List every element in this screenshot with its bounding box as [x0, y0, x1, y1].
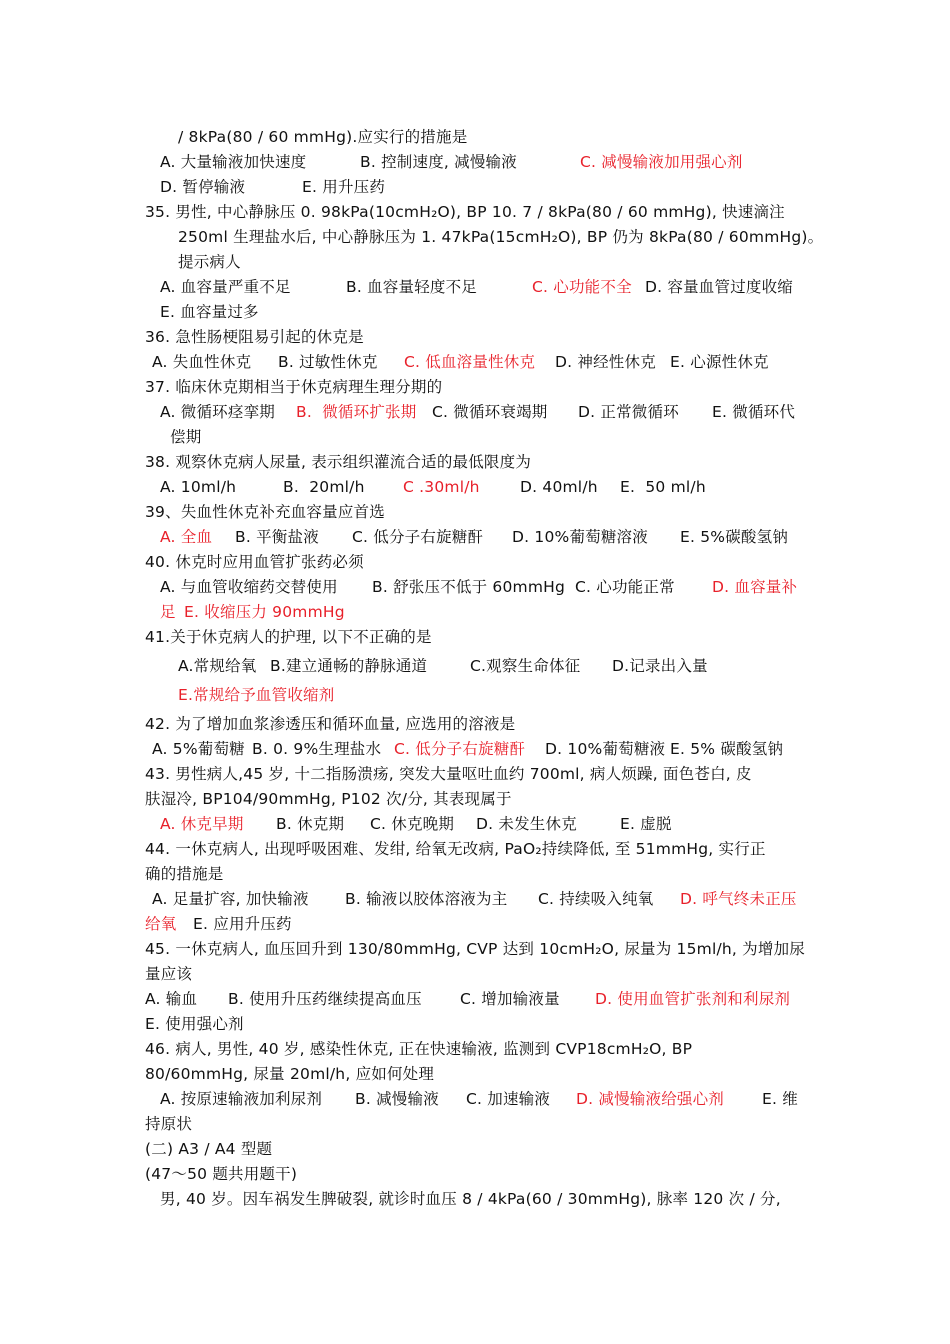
q45-stem-line2: 量应该 — [145, 965, 193, 983]
q44-option-d-wrap: 给氧 — [145, 915, 177, 933]
q42-option-d: D. 10%葡萄糖液 — [545, 740, 666, 758]
q41-option-e-answer: E.常规给予血管收缩剂 — [178, 686, 335, 704]
q37-option-c: C. 微循环衰竭期 — [432, 403, 548, 421]
q42-option-c-answer: C. 低分子右旋糖酐 — [394, 740, 526, 758]
q34-stem-tail: / 8kPa(80 / 60 mmHg).应实行的措施是 — [178, 128, 468, 146]
q37-option-a: A. 微循环痉挛期 — [160, 403, 275, 421]
q46-option-a: A. 按原速输液加利尿剂 — [160, 1090, 323, 1108]
q39-option-c: C. 低分子右旋糖酐 — [352, 528, 484, 546]
q46-option-c: C. 加速输液 — [466, 1090, 551, 1108]
q45-option-b: B. 使用升压药继续提高血压 — [228, 990, 422, 1008]
q41-stem: 41.关于休克病人的护理, 以下不正确的是 — [145, 628, 432, 646]
q38-stem: 38. 观察休克病人尿量, 表示组织灌流合适的最低限度为 — [145, 453, 532, 471]
q46-stem-line2: 80/60mmHg, 尿量 20ml/h, 应如何处理 — [145, 1065, 435, 1083]
q40-option-c: C. 心功能正常 — [575, 578, 675, 596]
q45-option-e: E. 使用强心剂 — [145, 1015, 244, 1033]
q40-option-b: B. 舒张压不低于 60mmHg — [372, 578, 566, 596]
q39-option-d: D. 10%葡萄糖溶液 — [512, 528, 648, 546]
q45-option-c: C. 增加输液量 — [460, 990, 560, 1008]
q44-option-c: C. 持续吸入纯氧 — [538, 890, 654, 908]
q36-option-d: D. 神经性休克 — [555, 353, 656, 371]
q36-option-b: B. 过敏性休克 — [278, 353, 378, 371]
q37-option-d: D. 正常微循环 — [578, 403, 679, 421]
q41-option-c: C.观察生命体征 — [470, 657, 581, 675]
q38-option-b: B. 20ml/h — [283, 478, 365, 496]
q38-option-e: E. 50 ml/h — [620, 478, 706, 496]
q45-option-d-answer: D. 使用血管扩张剂和利尿剂 — [595, 990, 791, 1008]
q43-stem-line1: 43. 男性病人,45 岁, 十二指肠溃疡, 突发大量呕吐血约 700ml, 病人烦躁, 面色苍白, 皮 — [145, 765, 752, 783]
q41-option-d: D.记录出入量 — [612, 657, 708, 675]
q41-option-a: A.常规给氧 — [178, 657, 257, 675]
q37-option-e: E. 微循环代 — [712, 403, 796, 421]
q34-option-a: A. 大量输液加快速度 — [160, 153, 307, 171]
q35-option-d: D. 容量血管过度收缩 — [645, 278, 793, 296]
q44-option-d-answer: D. 呼气终未正压 — [680, 890, 797, 908]
q37-stem: 37. 临床休克期相当于休克病理生理分期的 — [145, 378, 443, 396]
q37-option-e-wrap: 偿期 — [170, 428, 202, 446]
q42-option-b: B. 0. 9%生理盐水 — [252, 740, 382, 758]
q46-option-d-answer: D. 减慢输液给强心剂 — [576, 1090, 724, 1108]
q43-option-b: B. 休克期 — [276, 815, 345, 833]
q42-option-e: E. 5% 碳酸氢钠 — [670, 740, 784, 758]
q46-option-b: B. 减慢输液 — [355, 1090, 439, 1108]
q35-option-a: A. 血容量严重不足 — [160, 278, 291, 296]
q39-stem: 39、失血性休克补充血容量应首选 — [145, 503, 385, 521]
q40-option-d-wrap: 足 — [160, 603, 176, 621]
q41-option-b: B.建立通畅的静脉通道 — [270, 657, 428, 675]
q38-option-d: D. 40ml/h — [520, 478, 598, 496]
q46-option-e: E. 维 — [762, 1090, 798, 1108]
case-stem-line: 男, 40 岁。因车祸发生脾破裂, 就诊时血压 8 / 4kPa(60 / 30mmHg), 脉率 120 次 / 分, — [160, 1190, 781, 1208]
q35-stem-line1: 35. 男性, 中心静脉压 0. 98kPa(10cmH₂O), BP 10. 7 / 8kPa(80 / 60 mmHg), 快速滴注 — [145, 203, 785, 221]
q36-option-a: A. 失血性休克 — [152, 353, 252, 371]
q34-option-c-answer: C. 减慢输液加用强心剂 — [580, 153, 743, 171]
q35-option-e: E. 血容量过多 — [160, 303, 259, 321]
q43-option-e: E. 虚脱 — [620, 815, 672, 833]
q45-option-a: A. 输血 — [145, 990, 198, 1008]
q40-option-d-answer: D. 血容量补 — [712, 578, 798, 596]
q44-stem-line2: 确的措施是 — [145, 865, 224, 883]
q36-option-e: E. 心源性休克 — [670, 353, 769, 371]
q39-option-b: B. 平衡盐液 — [235, 528, 319, 546]
shared-stem-label: (47～50 题共用题干) — [145, 1165, 298, 1183]
q44-option-e: E. 应用升压药 — [193, 915, 292, 933]
q43-option-c: C. 休克晚期 — [370, 815, 455, 833]
q34-option-d: D. 暂停输液 — [160, 178, 246, 196]
q35-stem-line3: 提示病人 — [178, 253, 241, 271]
q35-option-c-answer: C. 心功能不全 — [532, 278, 632, 296]
q35-stem-line2: 250ml 生理盐水后, 中心静脉压为 1. 47kPa(15cmH₂O), BP 仍为 8kPa(80 / 60mmHg)。 — [178, 228, 824, 246]
section-heading: (二) A3 / A4 型题 — [145, 1140, 273, 1158]
q40-option-a: A. 与血管收缩药交替使用 — [160, 578, 338, 596]
q39-option-e: E. 5%碳酸氢钠 — [680, 528, 789, 546]
q44-option-a: A. 足量扩容, 加快输液 — [152, 890, 309, 908]
q38-option-a: A. 10ml/h — [160, 478, 237, 496]
q35-option-b: B. 血容量轻度不足 — [346, 278, 477, 296]
q43-stem-line2: 肤湿冷, BP104/90mmHg, P102 次/分, 其表现属于 — [145, 790, 512, 808]
q36-option-c-answer: C. 低血溶量性休克 — [404, 353, 536, 371]
q45-stem-line1: 45. 一休克病人, 血压回升到 130/80mmHg, CVP 达到 10cmH₂O, 尿量为 15ml/h, 为增加尿 — [145, 940, 805, 958]
q37-option-b-answer: B. 微循环扩张期 — [296, 403, 417, 421]
q44-stem-line1: 44. 一休克病人, 出现呼吸困难、发绀, 给氧无改病, PaO₂持续降低, 至 51mmHg, 实行正 — [145, 840, 766, 858]
q36-stem: 36. 急性肠梗阻易引起的休克是 — [145, 328, 364, 346]
q40-option-e: E. 收缩压力 90mmHg — [184, 603, 345, 621]
q46-option-e-wrap: 持原状 — [145, 1115, 193, 1133]
q42-option-a: A. 5%葡萄糖 — [152, 740, 245, 758]
q39-option-a-answer: A. 全血 — [160, 528, 213, 546]
q38-option-c-answer: C .30ml/h — [403, 478, 480, 496]
q43-option-d: D. 未发生休克 — [476, 815, 577, 833]
q42-stem: 42. 为了增加血浆渗透压和循环血量, 应选用的溶液是 — [145, 715, 516, 733]
q40-stem: 40. 休克时应用血管扩张药必须 — [145, 553, 364, 571]
q43-option-a-answer: A. 休克早期 — [160, 815, 244, 833]
q44-option-b: B. 输液以胶体溶液为主 — [345, 890, 508, 908]
q34-option-b: B. 控制速度, 减慢输液 — [360, 153, 517, 171]
q34-option-e: E. 用升压药 — [302, 178, 386, 196]
q46-stem-line1: 46. 病人, 男性, 40 岁, 感染性休克, 正在快速输液, 监测到 CVP18cmH₂O, BP — [145, 1040, 693, 1058]
